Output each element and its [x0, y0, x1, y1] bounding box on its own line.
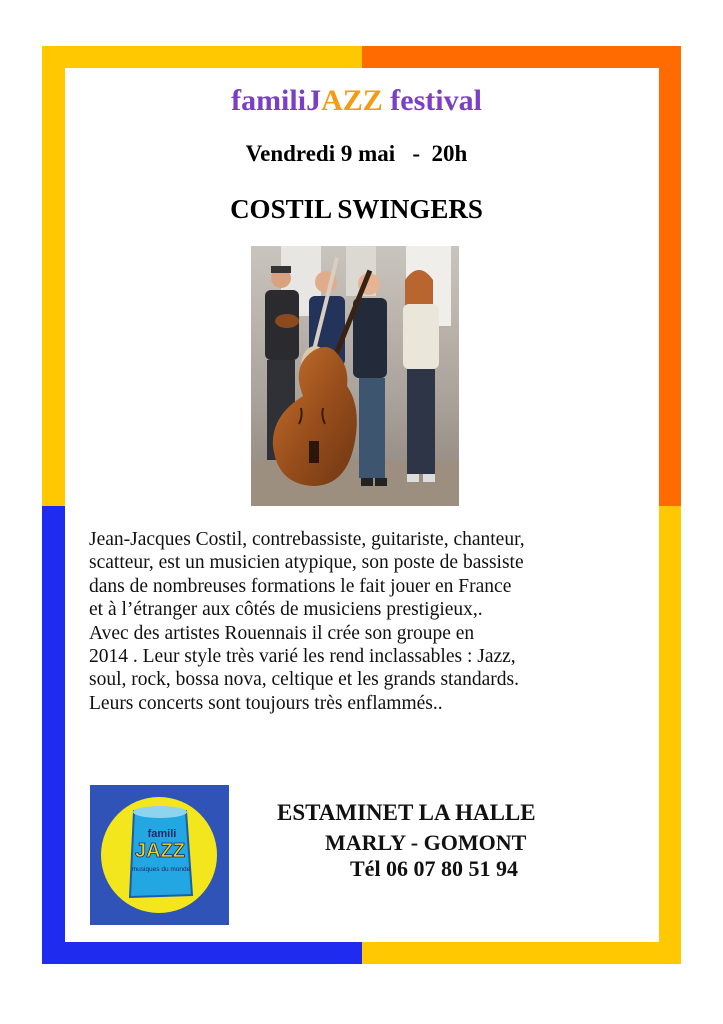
title-jazz-azz: AZZ	[321, 84, 383, 117]
description-line: Jean-Jacques Costil, contrebassiste, guitariste, chanteur,	[89, 529, 525, 550]
event-date: Vendredi 9 mai - 20h	[245, 141, 468, 166]
description-line: soul, rock, bossa nova, celtique et les grands standards.	[89, 669, 519, 691]
frame-bottom-right-yellow	[362, 942, 681, 964]
logo-subtitle: musiques du monde	[131, 866, 191, 873]
band-description	[89, 528, 659, 715]
logo-jazz: JAZZ	[135, 840, 185, 862]
title-festival: festival	[382, 84, 482, 117]
title-jazz-j: J	[306, 84, 322, 117]
description-line: 2014 . Leur style très varié les rend inclassables : Jazz,	[89, 646, 516, 668]
frame-bottom-left-blue	[42, 942, 362, 964]
frame-left-lower-blue	[42, 506, 65, 964]
description-line: Leurs concerts sont toujours très enflammés..	[89, 692, 443, 714]
frame-top-right-orange	[362, 46, 681, 68]
frame-right-lower-yellow	[659, 506, 681, 964]
description-line: Avec des artistes Rouennais il crée son groupe en	[89, 622, 475, 644]
description-line: dans de nombreuses formations le fait jouer en France	[89, 575, 512, 597]
venue-name: ESTAMINET LA HALLE	[277, 800, 536, 825]
festival-title	[0, 84, 718, 118]
description-line: scatteur, est un musicien atypique, son poste de bassiste	[89, 552, 524, 574]
familijazz-logo	[90, 785, 229, 925]
title-famili: famili	[231, 84, 307, 117]
logo-famili: famili	[147, 828, 177, 840]
venue-city: MARLY - GOMONT	[325, 830, 527, 855]
venue-phone: Tél 06 07 80 51 94	[350, 856, 519, 881]
frame-top-left-yellow	[42, 46, 362, 68]
band-photo	[251, 246, 459, 506]
description-line: et à l’étranger aux côtés de musiciens prestigieux,.	[89, 599, 483, 621]
band-name: COSTIL SWINGERS	[230, 194, 483, 224]
